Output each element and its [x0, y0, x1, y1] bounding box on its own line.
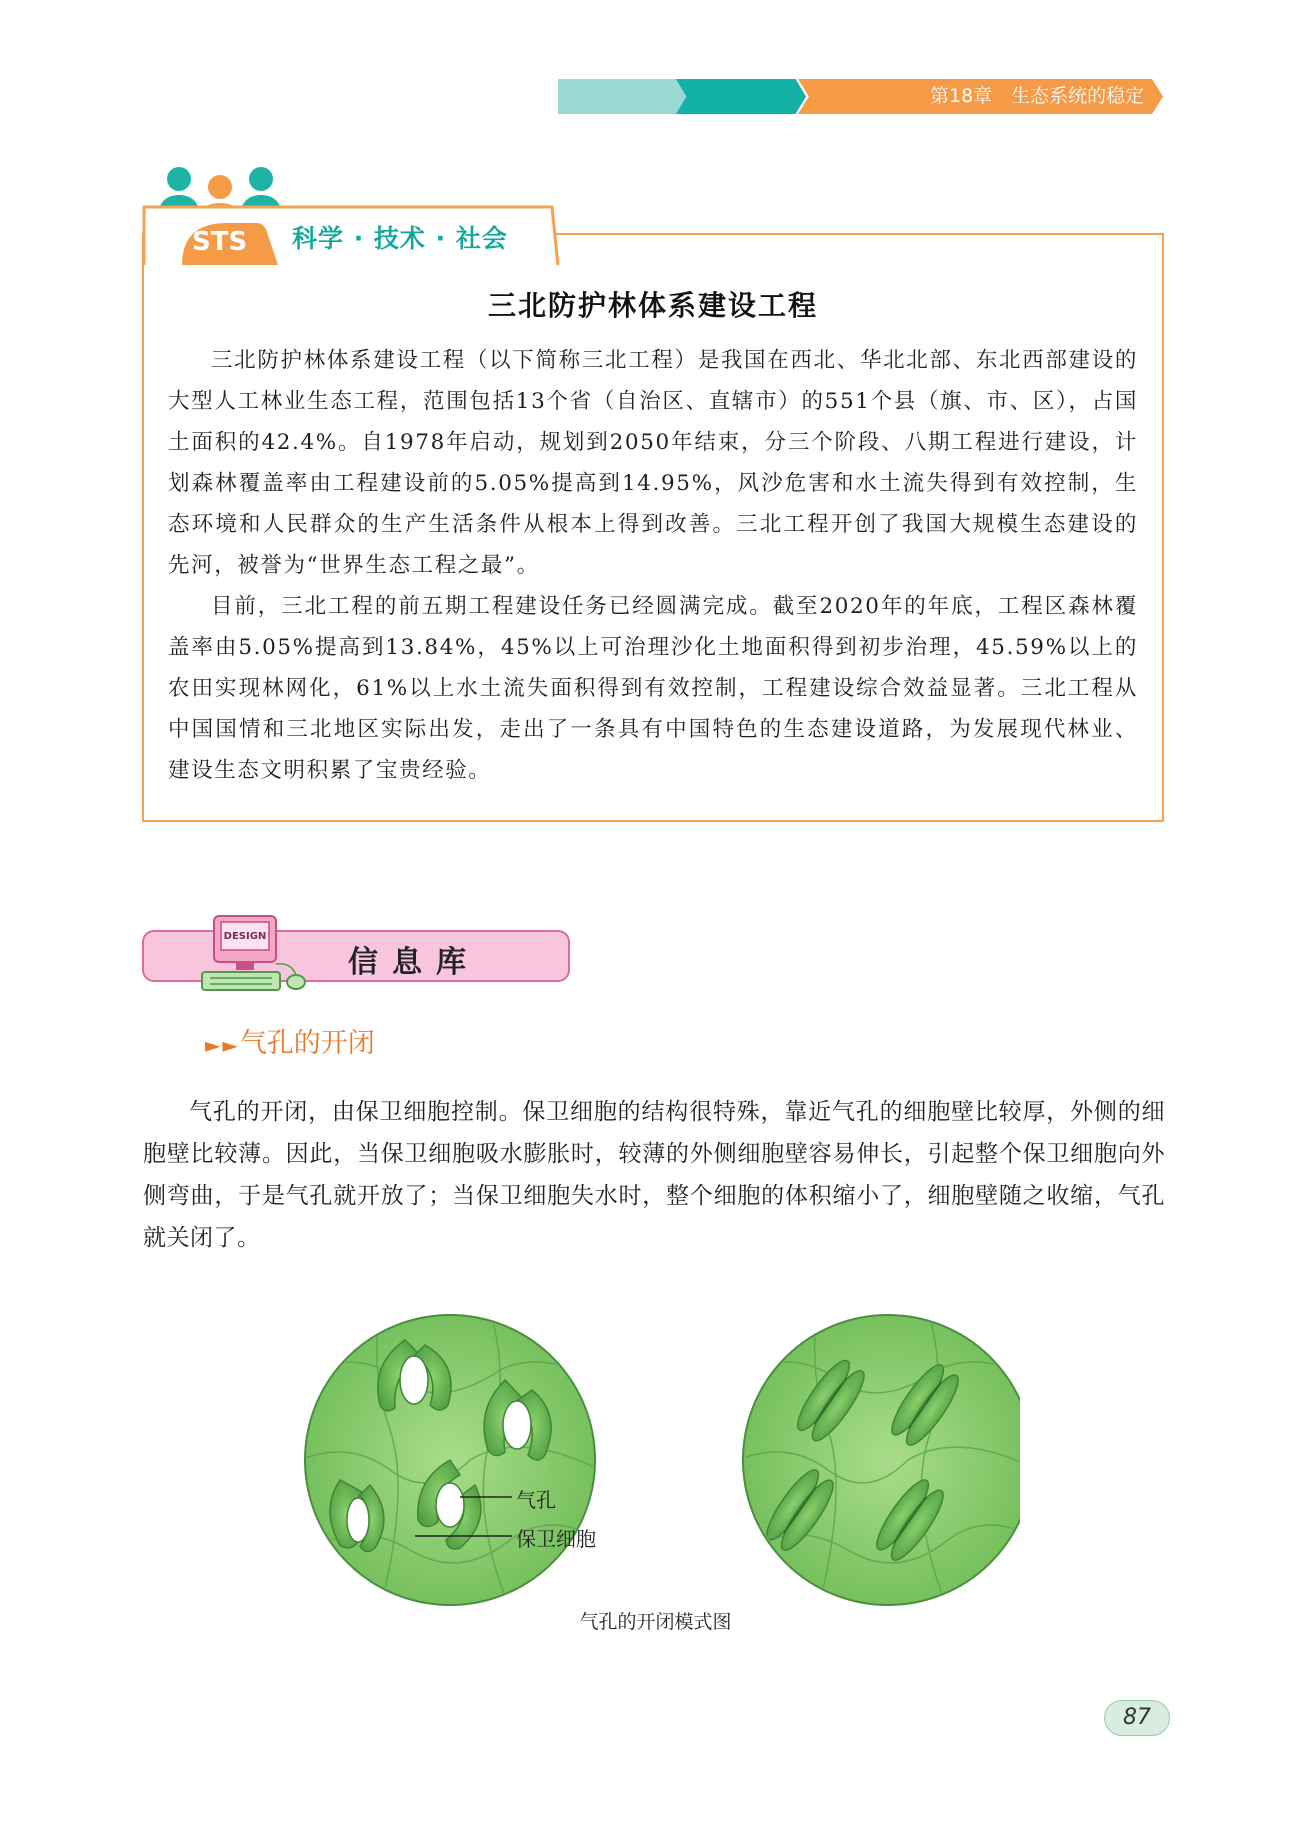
header-band-segment — [558, 79, 688, 114]
sts-text — [168, 340, 1138, 791]
open-stomata-view — [300, 1310, 600, 1610]
header-band-segment — [676, 79, 806, 114]
section-heading — [205, 1021, 375, 1060]
stomata-figure — [300, 1310, 1020, 1610]
guard-cell-label: 保卫细胞 — [516, 1527, 596, 1551]
info-body-text — [143, 1091, 1165, 1259]
stomata-diagram — [300, 1310, 1020, 1610]
stoma-label: 气孔 — [516, 1488, 556, 1512]
computer-icon — [196, 912, 314, 996]
closed-stomata-view — [738, 1310, 1020, 1610]
chapter-title: 第18章 生态系统的稳定 — [930, 85, 1145, 107]
computer-screen-text: DESIGN — [223, 931, 267, 942]
paragraph: 目前，三北工程的前五期工程建设任务已经圆满完成。截至2020年的年底，工程区森林覆盖率由5.05%提高到13.84%，45%以上可治理沙化土地面积得到初步治理，45.59%以上的农田实现林网化，61%以上水土流失面积得到有效控制，工程建设综合效益显著。三北工程从中国国情和三北地区实际出发，走出了一条具有中国特色的生态建设道路，为发展现代林业、建设生态文明积累了宝贵经验。 — [168, 594, 1138, 783]
sts-heading: 三北防护林体系建设工程 — [487, 289, 818, 322]
info-title: 信息库 — [348, 945, 480, 980]
double-arrow-icon: ►► — [205, 1033, 240, 1057]
paragraph: 三北防护林体系建设工程（以下简称三北工程）是我国在西北、华北北部、东北西部建设的大型人工林业生态工程，范围包括13个省（自治区、直辖市）的551个县（旗、市、区），占国土面积的42.4%。自1978年启动，规划到2050年结束，分三个阶段、八期工程进行建设，计划森林覆盖率由工程建设前的5.05%提高到14.95%，风沙危害和水土流失得到有效控制，生态环境和人民群众的生产生活条件从根本上得到改善。三北工程开创了我国大规模生态建设的先河，被誉为“世界生态工程之最”。 — [168, 348, 1138, 578]
paragraph: 气孔的开闭，由保卫细胞控制。保卫细胞的结构很特殊，靠近气孔的细胞壁比较厚，外侧的细胞壁比较薄。因此，当保卫细胞吸水膨胀时，较薄的外侧细胞壁容易伸长，引起整个保卫细胞向外侧弯曲，于是气孔就开放了；当保卫细胞失水时，整个细胞的体积缩小了，细胞壁随之收缩，气孔就关闭了。 — [143, 1099, 1165, 1251]
page-number: 87 — [1123, 1705, 1151, 1730]
sts-label: 科学 · 技术 · 社会 — [292, 224, 508, 253]
figure-caption: 气孔的开闭模式图 — [579, 1611, 732, 1633]
sts-badge: STS — [192, 227, 248, 257]
section-heading-text: 气孔的开闭 — [239, 1028, 375, 1059]
chapter-header-band — [558, 79, 1163, 114]
